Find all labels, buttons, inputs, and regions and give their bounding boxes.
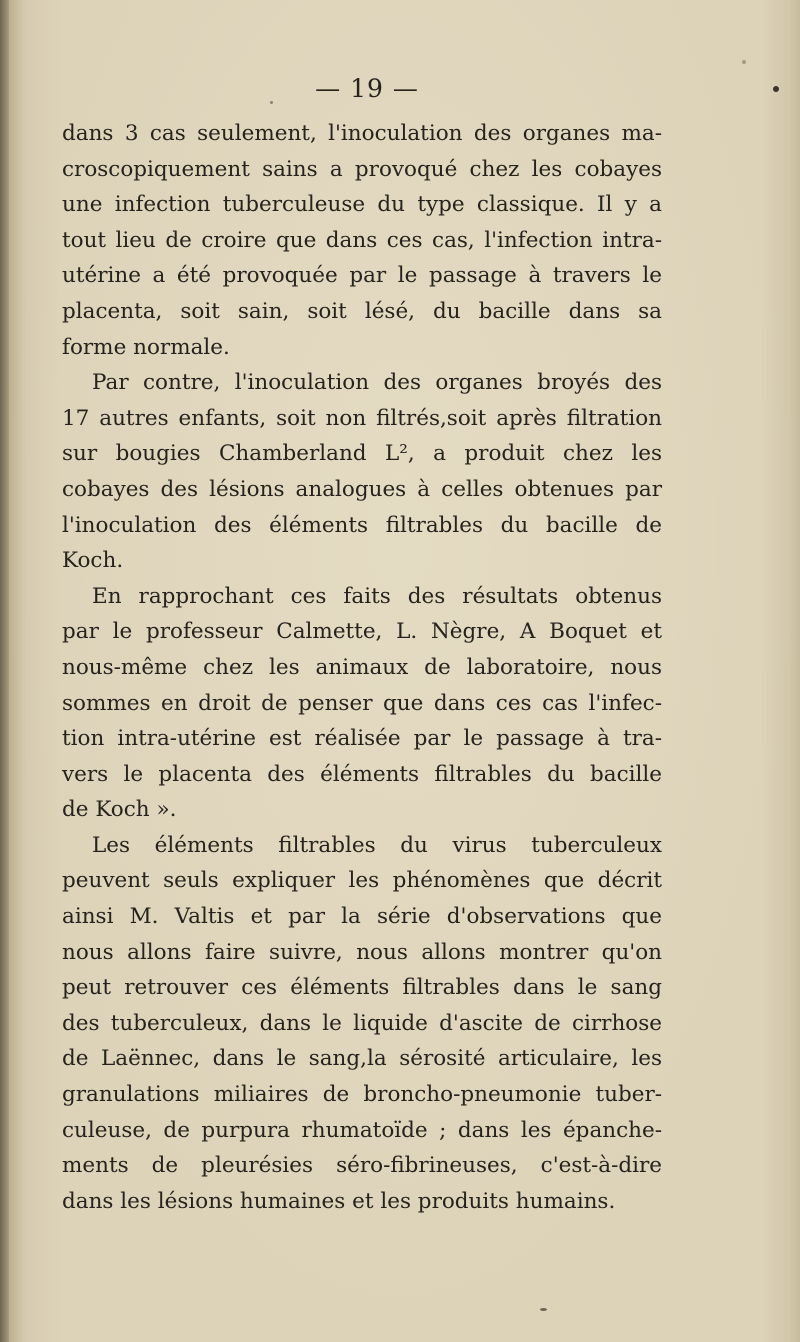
text-line: Par contre, l'inoculation des organes broyés des [92,370,662,396]
text-line: En rapprochant ces faits des résultats obtenus [92,583,662,609]
text-line: croscopiquement sains a provoqué chez les cobayes [62,156,662,182]
text-line: des tuberculeux, dans le liquide d'ascite de cirrhose [62,1010,662,1036]
paragraph [62,579,662,828]
text-line: une infection tuberculeuse du type classique. Il y a [62,192,662,218]
text-line: peut retrouver ces éléments filtrables dans le sang [62,975,662,1001]
text-line: l'inoculation des éléments filtrables du bacille de [62,512,662,538]
text-line: Les éléments filtrables du virus tuberculeux [92,832,662,858]
page-number: — 19 — [315,74,419,103]
text-line: tout lieu de croire que dans ces cas, l'infection intra- [62,227,662,253]
text-line: peuvent seuls expliquer les phénomènes que décrit [62,868,662,894]
paper-speck [270,101,273,104]
text-line: nous allons faire suivre, nous allons montrer qu'on [62,939,662,965]
text-line: cobayes des lésions analogues à celles obtenues par [62,476,662,502]
text-line: sur bougies Chamberland L², a produit chez les [62,441,662,467]
text-line: vers le placenta des éléments filtrables du bacille [62,761,662,787]
paper-speck [742,60,746,64]
text-line: forme normale. [62,334,230,360]
body-text [62,116,662,1219]
text-line: ainsi M. Valtis et par la série d'observations que [62,904,662,930]
text-line: granulations miliaires de broncho-pneumonie tuber- [62,1082,662,1108]
text-line: utérine a été provoquée par le passage à travers le [62,263,662,289]
text-line: tion intra-utérine est réalisée par le passage à tra- [62,726,662,752]
paragraph [62,828,662,1220]
paper-speck [773,86,779,92]
text-line: 17 autres enfants, soit non filtrés,soit après filtration [62,405,662,431]
page-binding-edge [0,0,9,1342]
text-line: placenta, soit sain, soit lésé, du bacille dans sa [62,298,662,324]
text-line: sommes en droit de penser que dans ces cas l'infec- [62,690,662,716]
text-line: de Koch ». [62,797,177,823]
paragraph [62,365,662,579]
paper-speck [540,1308,547,1311]
text-line: par le professeur Calmette, L. Nègre, A Boquet et [62,619,662,645]
text-line: Koch. [62,548,124,574]
text-line: nous-même chez les animaux de laboratoire, nous [62,654,662,680]
paragraph [62,116,662,365]
text-line: ments de pleurésies séro-fibrineuses, c'est-à-dire [62,1153,662,1179]
text-line: culeuse, de purpura rhumatoïde ; dans les épanche- [62,1117,662,1143]
text-line: de Laënnec, dans le sang,la sérosité articulaire, les [62,1046,662,1072]
text-line: dans les lésions humaines et les produits humains. [62,1188,616,1214]
text-line: dans 3 cas seulement, l'inoculation des organes ma- [62,121,662,146]
